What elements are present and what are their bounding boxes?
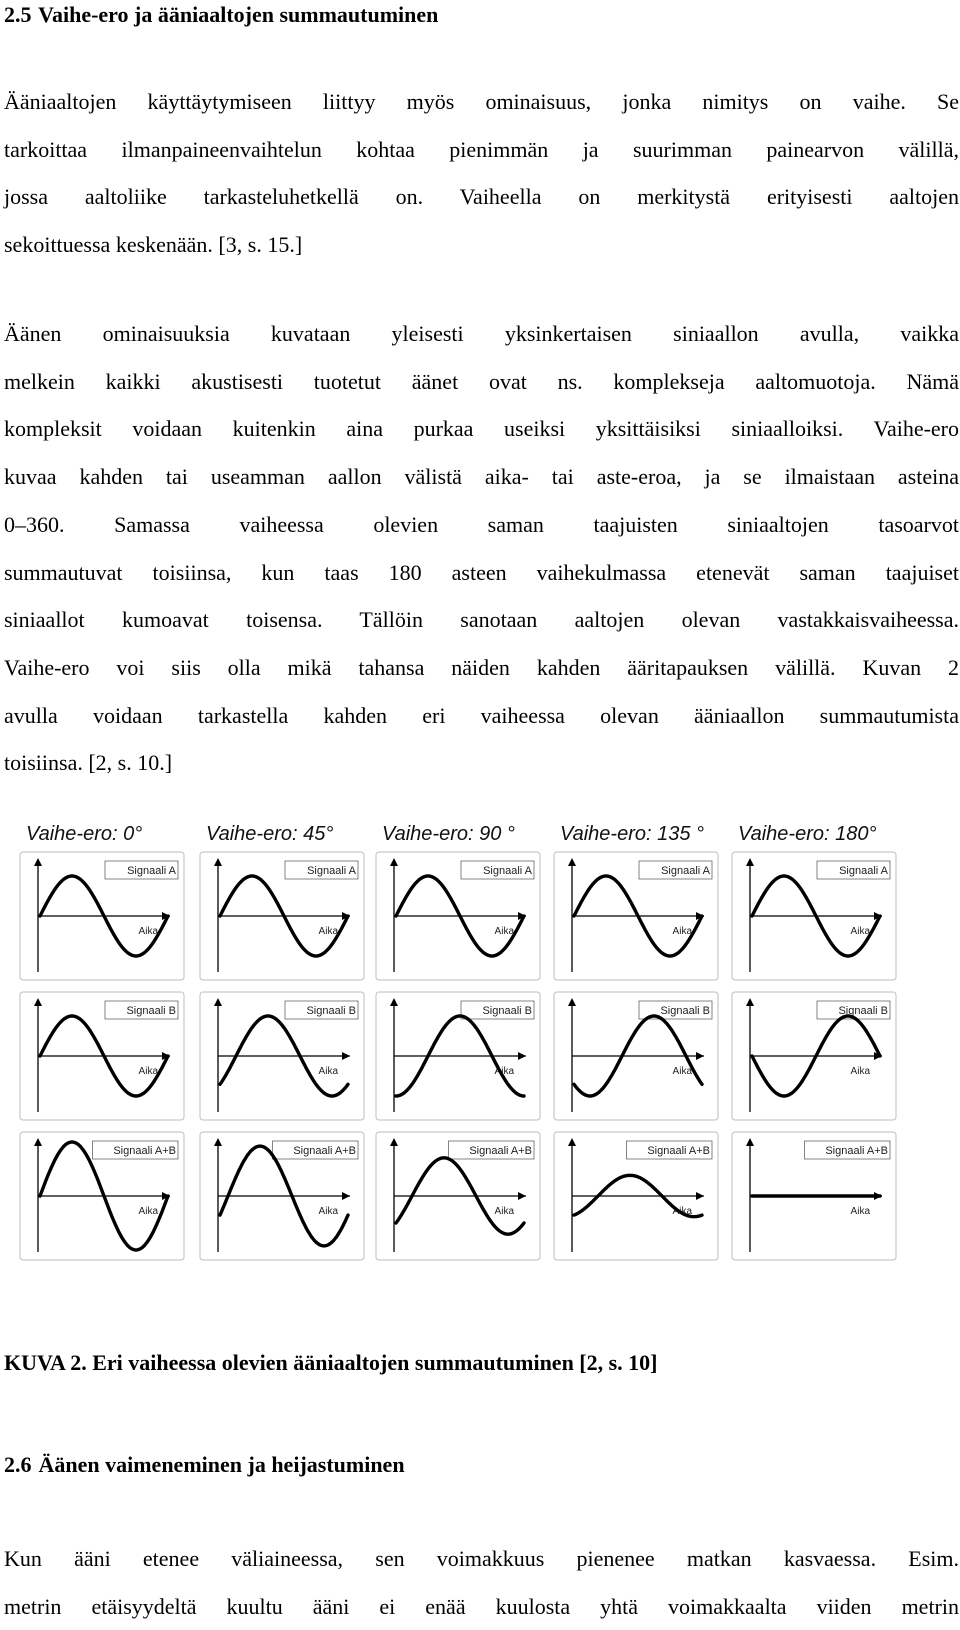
text-line: Ääniaaltojen käyttäytymiseen liittyy myös ominaisuus, jonka nimitys on vaihe. Se: [4, 89, 959, 114]
time-axis-label: Aika: [138, 1206, 158, 1217]
time-axis-label: Aika: [494, 926, 514, 937]
time-axis-label: Aika: [138, 926, 158, 937]
signal-label: Signaali A: [483, 865, 532, 877]
signal-label: Signaali B: [838, 1005, 888, 1017]
signal-label: Signaali A: [839, 865, 888, 877]
wave-panel: [554, 992, 718, 1120]
signal-label: Signaali A+B: [113, 1145, 176, 1157]
time-axis-label: Aika: [138, 1066, 158, 1077]
phase-column-title: Vaihe-ero: 135 °: [560, 823, 705, 845]
section-title: Äänen vaimeneminen ja heijastuminen: [38, 1452, 405, 1477]
paragraph-phase-intro: [4, 78, 959, 269]
text-line: kompleksit voidaan kuitenkin aina purkaa useiksi yksittäisiksi siniaalloiksi. Vaihe-ero: [4, 416, 959, 442]
paragraph-phase-difference: [4, 310, 959, 787]
text-line: sekoittuessa keskenään. [3, s. 15.]: [4, 232, 303, 258]
wave-panel: [732, 992, 896, 1120]
time-axis-label: Aika: [494, 1066, 514, 1077]
signal-label: Signaali A+B: [469, 1145, 532, 1157]
phase-column-title: Vaihe-ero: 90 °: [382, 823, 515, 845]
signal-label: Signaali B: [482, 1005, 532, 1017]
text-line: 0–360. Samassa vaiheessa olevien saman taajuisten siniaaltojen tasoarvot: [4, 511, 959, 537]
text-line: tarkoittaa ilmanpaineenvaihtelun kohtaa pienimmän ja suurimman painearvon välillä,: [4, 136, 959, 162]
signal-label: Signaali A+B: [825, 1145, 888, 1157]
wave-panel: [732, 1132, 896, 1260]
time-axis-label: Aika: [318, 1206, 338, 1217]
section-number: 2.5: [4, 2, 32, 27]
signal-label: Signaali A: [307, 865, 356, 877]
signal-label: Signaali B: [126, 1005, 176, 1017]
section-heading-2-6: [4, 1452, 405, 1478]
signal-label: Signaali A: [127, 865, 176, 877]
section-heading-2-5: [4, 2, 438, 28]
signal-label: Signaali A: [661, 865, 710, 877]
wave-panel: [200, 1132, 364, 1260]
time-axis-label: Aika: [672, 926, 692, 937]
text-line: Kun ääni etenee väliaineessa, sen voimakkuus pienenee matkan kasvaessa. Esim.: [4, 1546, 959, 1571]
wave-panel: [20, 1132, 184, 1260]
wave-panel: [376, 992, 540, 1120]
signal-label: Signaali A+B: [647, 1145, 710, 1157]
wave-panel: [200, 852, 364, 980]
text-line: Vaihe-ero voi siis olla mikä tahansa näiden kahden ääritapauksen välillä. Kuvan 2: [4, 654, 959, 680]
text-line: kuvaa kahden tai useamman aallon välistä aika- tai aste-eroa, ja se ilmaistaan asteina: [4, 464, 959, 490]
text-line: avulla voidaan tarkastella kahden eri vaiheessa olevan ääniaallon summautumista: [4, 702, 959, 728]
time-axis-label: Aika: [672, 1066, 692, 1077]
signal-label: Signaali A+B: [293, 1145, 356, 1157]
wave-panel: [376, 1132, 540, 1260]
time-axis-label: Aika: [672, 1206, 692, 1217]
text-line: summautuvat toisiinsa, kun taas 180 asteen vaihekulmassa etenevät saman taajuiset: [4, 559, 959, 585]
section-number: 2.6: [4, 1452, 32, 1477]
time-axis-label: Aika: [850, 926, 870, 937]
time-axis-label: Aika: [850, 1066, 870, 1077]
wave-panel: [732, 852, 896, 980]
text-line: toisiinsa. [2, s. 10.]: [4, 750, 173, 776]
phase-sum-figure: [0, 822, 960, 1342]
text-line: metrin etäisyydeltä kuultu ääni ei enää kuulosta yhtä voimakkaalta viiden metrin: [4, 1593, 959, 1619]
wave-panel: [554, 852, 718, 980]
text-line: melkein kaikki akustisesti tuotetut äänet ovat ns. kompleksеja aaltomuotoja. Nämä: [4, 368, 959, 394]
time-axis-label: Aika: [318, 1066, 338, 1077]
phase-column-title: Vaihe-ero: 180°: [738, 823, 877, 845]
signal-label: Signaali B: [306, 1005, 356, 1017]
wave-panel: [554, 1132, 718, 1260]
wave-panel: [20, 992, 184, 1120]
wave-panel: [376, 852, 540, 980]
paragraph-attenuation: [4, 1535, 959, 1630]
text-line: siniaallot kumoavat toisensa. Tällöin sanotaan aaltojen olevan vastakkaisvaiheessa.: [4, 607, 959, 633]
time-axis-label: Aika: [850, 1206, 870, 1217]
text-line: Äänen ominaisuuksia kuvataan yleisesti yksinkertaisen siniaallon avulla, vaikka: [4, 321, 959, 346]
time-axis-label: Aika: [318, 926, 338, 937]
signal-label: Signaali B: [660, 1005, 710, 1017]
wave-panel: [200, 992, 364, 1120]
phase-column-title: Vaihe-ero: 45°: [206, 823, 334, 845]
wave-panel: [20, 852, 184, 980]
phase-column-title: Vaihe-ero: 0°: [26, 823, 143, 845]
figure-caption: KUVA 2. Eri vaiheessa olevien ääniaaltojen summautuminen [2, s. 10]: [4, 1350, 658, 1375]
time-axis-label: Aika: [494, 1206, 514, 1217]
section-title: Vaihe-ero ja ääniaaltojen summautuminen: [38, 2, 439, 27]
text-line: jossa aaltoliike tarkasteluhetkellä on. Vaiheella on merkitystä erityisesti aaltojen: [4, 184, 959, 210]
